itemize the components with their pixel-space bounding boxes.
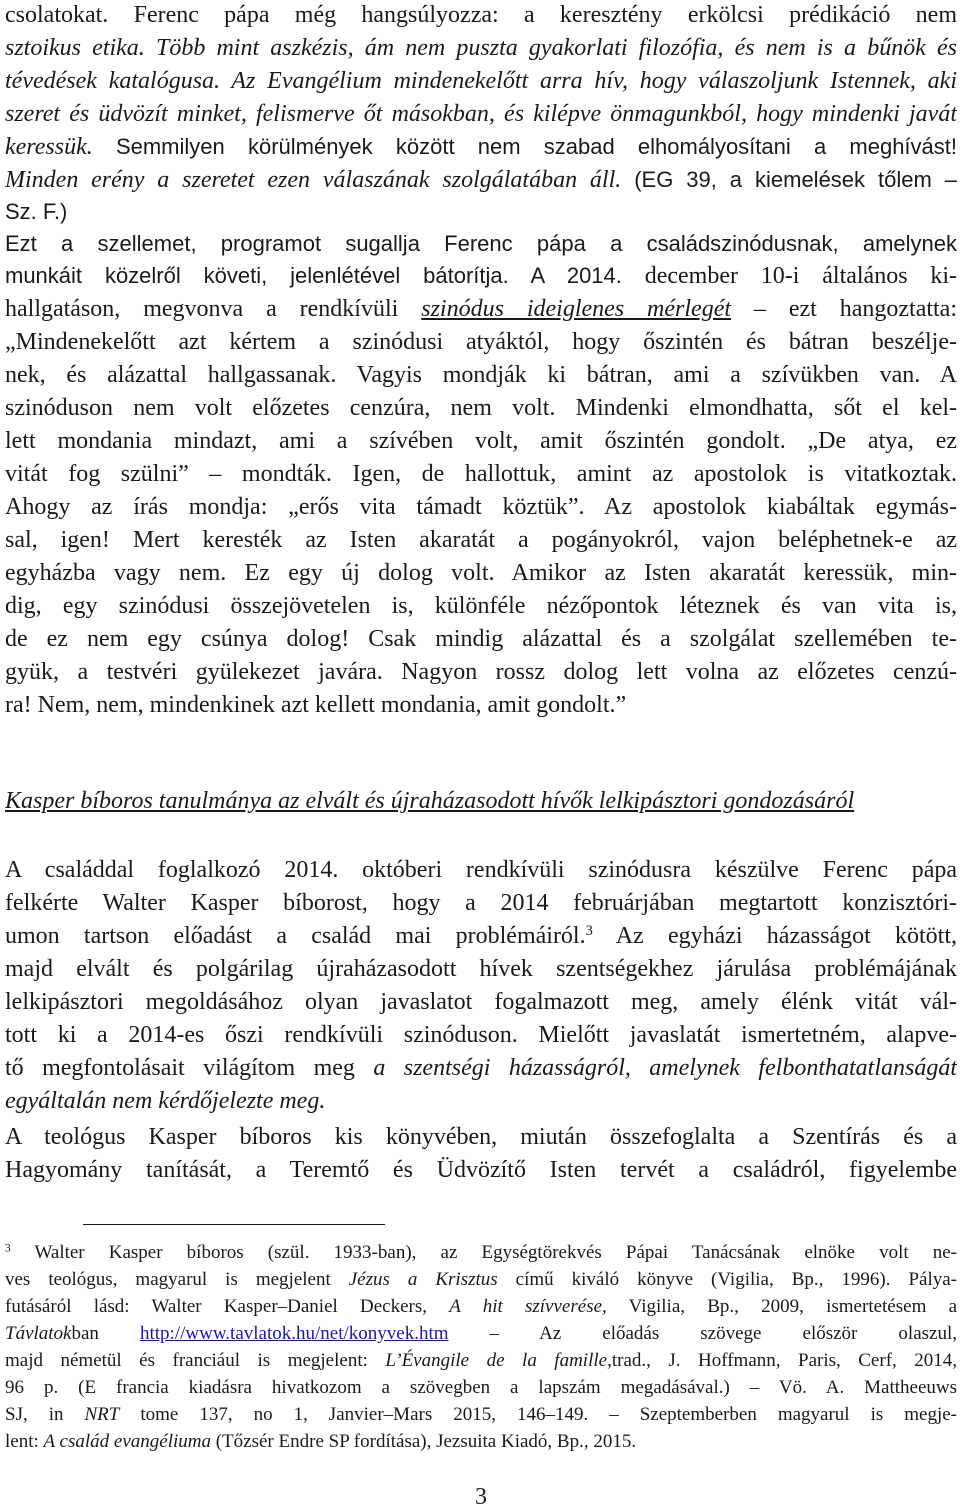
text-span: (Tőzsér Endre SP fordítása), Jezsuita Kiadó, Bp., 2015. [210,1431,637,1452]
body-line [5,360,957,390]
italic-text: Minden erény a szeretet ezen válaszának szolgálatában áll. [5,167,622,193]
body-line [5,294,957,324]
footnote-line [5,1266,957,1293]
text-span: gyük, a testvéri gyülekezet javára. Nagyon rossz dolog lett volna az előzetes cenzú- [5,659,957,685]
body-line [5,197,957,227]
text-span: trad., J. Hoffmann, Paris, Cerf, 2014, [611,1350,957,1371]
italic-text: egyáltalán nem kérdőjelezte meg. [5,1088,326,1114]
text-span: csolatokat. Ferenc pápa még hangsúlyozza: a keresztény erkölcsi prédikáció nem [5,2,957,28]
text-span: dig, egy szinódusi összejövetelen is, különféle nézőpontok léteznek és van vita is, [5,593,957,619]
footnote-line [5,1401,957,1428]
text-span: SJ, in [5,1404,85,1425]
italic-text: Jézus a Krisztus [348,1269,498,1290]
section-heading [5,786,957,816]
text-span: munkáit közelről követi, jelenlétével bátorítja. A 2014. [5,263,622,288]
italic-text: A család evangéliuma [43,1431,211,1452]
body-line [5,1122,957,1152]
footnote-marker[interactable]: 3 [585,923,593,940]
body-line [5,1155,957,1185]
italic-text: Az Evangélium mindenekelőtt arra hív, hogy válaszoljunk Istennek, aki [220,68,957,94]
body-line [5,229,957,259]
body-line [5,1020,957,1050]
text-span: felkérte Walter Kasper bíborost, hogy a 2014 februárjában megtartott konzisztóri- [5,890,957,916]
underlined-italic-text: szinódus ideiglenes mérlegét [421,296,732,322]
text-span: Ezt a szellemet, programot sugallja Ferenc pápa a családszinódusnak, amelynek [5,231,957,256]
text-span: – Az előadás szövege először olaszul, [448,1323,957,1344]
italic-text: a szentségi házasságról, amelynek felbonthatatlanságát [373,1055,957,1081]
body-line [5,954,957,984]
body-line [5,459,957,489]
body-line [5,165,957,195]
text-span: sal, igen! Mert keresték az Isten akaratát a pogányokról, vajon beléphetnek-e az [5,527,957,553]
text-span: lelkipásztori megoldásához olyan javaslatot fogalmazott meg, amely élénk vitát vál- [5,989,957,1015]
text-span: szinóduson nem volt előzetes cenzúra, nem volt. Mindenki elmondhatta, sőt el kel- [5,395,957,421]
text-span: ves teológus, magyarul is megjelent [5,1269,349,1290]
body-line [5,393,957,423]
text-span: umon tartson előadást a család mai problémáiról. [5,923,586,949]
text-span: tome 137, no 1, Janvier–Mars 2015, 146–149. – Szeptemberben magyarul is megje- [119,1404,957,1425]
body-line [5,261,957,291]
text-span: majd elvált és polgárilag újraházasodott hívek szentségekhez járulása problémájának [5,956,957,982]
text-span: Hagyomány tanítását, a Teremtő és Üdvözítő Isten tervét a családról, figyelembe [5,1157,957,1183]
text-span: hallgatáson, megvonva a rendkívüli [5,296,422,322]
footnote-separator [83,1224,385,1225]
text-span: lent: [5,1431,44,1452]
text-span: Vigilia, Bp., 2009, ismertetésem a [606,1296,957,1317]
italic-text: NRT [84,1404,120,1425]
text-span: lett mondania mindazt, ami a szívében volt, amit őszintén gondolt. „De atya, ez [5,428,957,454]
text-span: „Mindenekelőtt azt kértem a szinódusi atyáktól, hogy őszintén és bátran beszélje- [5,329,957,355]
text-span: Semmilyen körülmények között nem szabad elhomályosítani a meghívást! [92,134,957,159]
footnote-line [5,1293,957,1320]
text-span: futásáról lásd: Walter Kasper–Daniel Deckers, [5,1296,450,1317]
tavlatok-link[interactable]: http://www.tavlatok.hu/net/konyvek.htm [139,1323,449,1344]
body-line [5,1086,957,1116]
text-span: nek, és alázattal hallgassanak. Vagyis mondják ki bátran, ami a szívükben van. A [5,362,957,388]
text-span: ra! Nem, nem, mindenkinek azt kellett mondania, amit gondolt.” [5,692,627,718]
text-span: A családdal foglalkozó 2014. októberi rendkívüli szinódusra készülve Ferenc pápa [5,857,957,883]
body-line [5,987,957,1017]
body-line [5,921,957,951]
footnote-number: 3 [5,1242,11,1255]
footnote-line [5,1239,957,1266]
text-span: tő megfontolásait világítom meg [5,1055,374,1081]
footnote-line [5,1428,957,1455]
body-line [5,657,957,687]
italic-text: A hit szívverése, [449,1296,607,1317]
heading-text: Kasper bíboros tanulmánya az elvált és újraházasodott hívők lelkipásztori gondozásáról [5,788,855,814]
body-line [5,327,957,357]
italic-text: tévedések katalógusa. [5,68,221,94]
text-span: ban [71,1323,140,1344]
body-line [5,1053,957,1083]
body-line [5,558,957,588]
text-span: de ez nem egy csúnya dolog! Csak mindig alázattal és a szolgálat szellemében te- [5,626,957,652]
body-line [5,426,957,456]
body-line [5,624,957,654]
text-span: (EG 39, a kiemelések tőlem – [621,167,957,192]
body-line [5,99,957,129]
body-line [5,492,957,522]
text-span: vitát fog szülni” – mondták. Igen, de hallottuk, amint az apostolok is vitatkoztak. [5,461,957,487]
body-line [5,525,957,555]
text-span: Az egyházi házasságot kötött, [592,923,957,949]
body-line [5,855,957,885]
text-span: egyházba vagy nem. Ez egy új dolog volt. Amikor az Isten akaratát keressük, min- [5,560,957,586]
italic-text: szeret és üdvözít minket, felismerve őt másokban, és kilépve önmagunkból, hogy mindenki javát [5,101,957,127]
footnote-line [5,1320,957,1347]
text-span: 96 p. (E francia kiadásra hivatkozom a szövegben a lapszám megadásával.) – Vö. A. Mattheeuws [5,1377,957,1398]
page-number: 3 [475,1484,487,1510]
text-span: tott ki a 2014-es őszi rendkívüli szinóduson. Mielőtt javaslatát ismertetném, alapve- [5,1022,957,1048]
text-span: A teológus Kasper bíboros kis könyvében, miután összefoglalta a Szentírás és a [5,1124,957,1150]
text-span: majd németül és franciául is megjelent: [5,1350,386,1371]
italic-text: Távlatok [5,1323,72,1344]
footnote-line [5,1374,957,1401]
text-span: december 10-i általános ki- [621,263,957,289]
text-span: Ahogy az írás mondja: „erős vita támadt köztük”. Az apostolok kiabáltak egymás- [5,494,957,520]
text-span: – ezt hangoztatta: [731,296,957,322]
body-line [5,888,957,918]
body-line [5,690,957,720]
body-line [5,33,957,63]
italic-text: keressük. [5,134,93,160]
footnote-line [5,1347,957,1374]
text-span: című kiváló könyve (Vigilia, Bp., 1996). Pálya- [497,1269,957,1290]
italic-text: sztoikus etika. Több mint aszkézis, ám nem puszta gyakorlati filozófia, és nem is a bűnök és [5,35,957,61]
text-span: Sz. F.) [5,199,68,224]
body-line [5,132,957,162]
body-line [5,66,957,96]
text-span: Walter Kasper bíboros (szül. 1933-ban), az Egységtörekvés Pápai Tanácsának elnöke volt ne- [10,1242,957,1263]
italic-text: L’Évangile de la famille, [385,1350,612,1371]
body-line [5,0,957,30]
body-line [5,591,957,621]
